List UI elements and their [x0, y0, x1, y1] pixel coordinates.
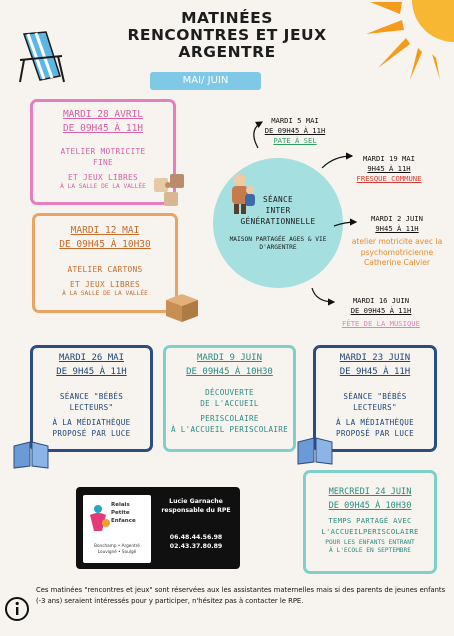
event-line: À LA MÉDIATHÈQUE — [336, 418, 414, 427]
branch-date: MARDI 19 MAI — [363, 154, 415, 163]
event-line: DE L'ACCUEIL — [200, 399, 259, 408]
center-line-2: INTER — [265, 206, 291, 215]
event-time: DE 09H45 À 10H30 — [328, 501, 412, 511]
branch-label: atelier motricite avec la — [351, 237, 443, 246]
event-date: MARDI 12 MAI — [70, 225, 140, 236]
contact-name: Lucie Garnache — [169, 498, 223, 505]
rpe-logo-mark — [86, 503, 112, 533]
branch-5-mai — [250, 116, 340, 146]
event-date: MARDI 23 JUIN — [339, 353, 411, 363]
event-line: SÉANCE "BÉBÉS — [343, 392, 407, 401]
logo-towns: Bonchamp • Argentré — [94, 543, 140, 548]
center-line-1: SÉANCE — [263, 195, 293, 204]
event-time: DE 09H45 À 11H — [62, 123, 144, 134]
event-time: DE 9H45 À 11H — [339, 367, 411, 377]
branch-label: FÊTE DE LA MUSIQUE — [342, 319, 420, 328]
event-date: MERCREDI 24 JUIN — [328, 487, 412, 497]
title-line-3: ARGENTRE — [178, 43, 276, 61]
contact-card — [76, 487, 240, 569]
branch-date: MARDI 16 JUIN — [352, 296, 410, 305]
event-line: TEMPS PARTAGÉ AVEC — [328, 516, 412, 525]
branch-time: 9H45 À 11H — [375, 224, 419, 233]
event-line: LECTEURS" — [353, 403, 397, 412]
branch-label: Catherine Calvier — [363, 258, 430, 267]
branch-label: PATE À SEL — [273, 136, 317, 145]
center-place-2: D'ARGENTRE — [259, 244, 297, 251]
info-icon — [4, 596, 30, 622]
event-date: MARDI 26 MAI — [58, 353, 125, 363]
event-line: PERISCOLAIRE — [200, 414, 259, 423]
event-line: À L'ACCUEIL PERISCOLAIRE — [171, 425, 288, 434]
event-place: À LA SALLE DE LA VALLÉE — [60, 183, 146, 190]
branch-time: 9H45 À 11H — [367, 164, 411, 173]
period-badge: MAI/ JUIN — [150, 72, 261, 90]
book-icon — [12, 440, 50, 470]
branch-date: MARDI 2 JUIN — [371, 214, 423, 223]
branch-label: FRESQUE COMMUNE — [356, 174, 422, 183]
branch-2-juin — [342, 214, 452, 269]
center-line-3: GÉNÉRATIONNELLE — [240, 217, 316, 226]
center-place-1: MAISON PARTAGÉE AGES & VIE — [229, 236, 327, 243]
title-line-1: MATINÉES — [181, 9, 273, 27]
event-line: PROPOSÉ PAR LUCE — [52, 429, 131, 438]
logo-word: Petite — [111, 510, 130, 516]
event-line: POUR LES ENFANTS ENTRANT — [325, 539, 415, 546]
branch-label: psychomotricienne — [360, 247, 434, 257]
rpe-logo — [83, 495, 151, 563]
event-line: SÉANCE "BÉBÉS — [59, 392, 124, 401]
event-card-26-mai — [30, 345, 153, 452]
event-line: LECTEURS" — [69, 403, 114, 412]
event-time: DE 09H45 À 10H30 — [186, 367, 273, 377]
event-date: MARDI 28 AVRIL — [62, 109, 144, 120]
contact-phone[interactable]: 02.43.37.80.89 — [169, 543, 223, 550]
event-date: MARDI 9 JUIN — [196, 353, 263, 363]
branch-16-juin — [326, 296, 436, 329]
event-line: DÉCOUVERTE — [205, 388, 254, 397]
contact-role: responsable du RPE — [161, 507, 231, 514]
event-line: À LA MÉDIATHÈQUE — [52, 418, 131, 427]
event-line: À L'ECOLE EN SEPTEMBRE — [329, 547, 411, 554]
event-line: ATELIER CARTONS — [67, 265, 143, 274]
title-line-2: RENCONTRES ET JEUX — [127, 26, 327, 44]
logo-word: Enfance — [111, 518, 136, 524]
logo-word: Relais — [111, 502, 130, 508]
event-line: L'ACCUEILPERISCOLAIRE — [321, 527, 419, 536]
event-line: ET JEUX LIBRES — [70, 280, 140, 289]
branch-date: MARDI 5 MAI — [271, 116, 319, 125]
branch-19-mai — [336, 154, 442, 184]
event-line: PROPOSÉ PAR LUCE — [336, 429, 414, 438]
event-place: À LA SALLE DE LA VALLÉE — [62, 290, 148, 297]
event-time: DE 09H45 À 10H30 — [59, 239, 151, 250]
event-card-24-juin — [303, 470, 437, 574]
event-line: ET JEUX LIBRES — [68, 173, 138, 182]
event-time: DE 9H45 À 11H — [56, 367, 127, 377]
event-line: FINE — [93, 158, 113, 167]
event-line: ATELIER MOTRICITE — [60, 147, 146, 156]
branch-time: DE 09H45 À 11H — [264, 126, 326, 135]
event-card-9-juin — [163, 345, 296, 452]
book-icon — [296, 436, 334, 466]
contact-phone[interactable]: 06.48.44.56.98 — [169, 534, 223, 541]
logo-towns: Louvigné • Soulgé — [97, 549, 137, 554]
branch-time: DE 09H45 À 11H — [350, 306, 412, 315]
info-note: Ces matinées "rencontres et jeux" sont réservées aux les assistantes maternelles mais si des parents de jeunes enfants (-3 ans) seraient intéressés pour y participer, n'hésitez pas à contacter le RPE. — [36, 586, 446, 605]
